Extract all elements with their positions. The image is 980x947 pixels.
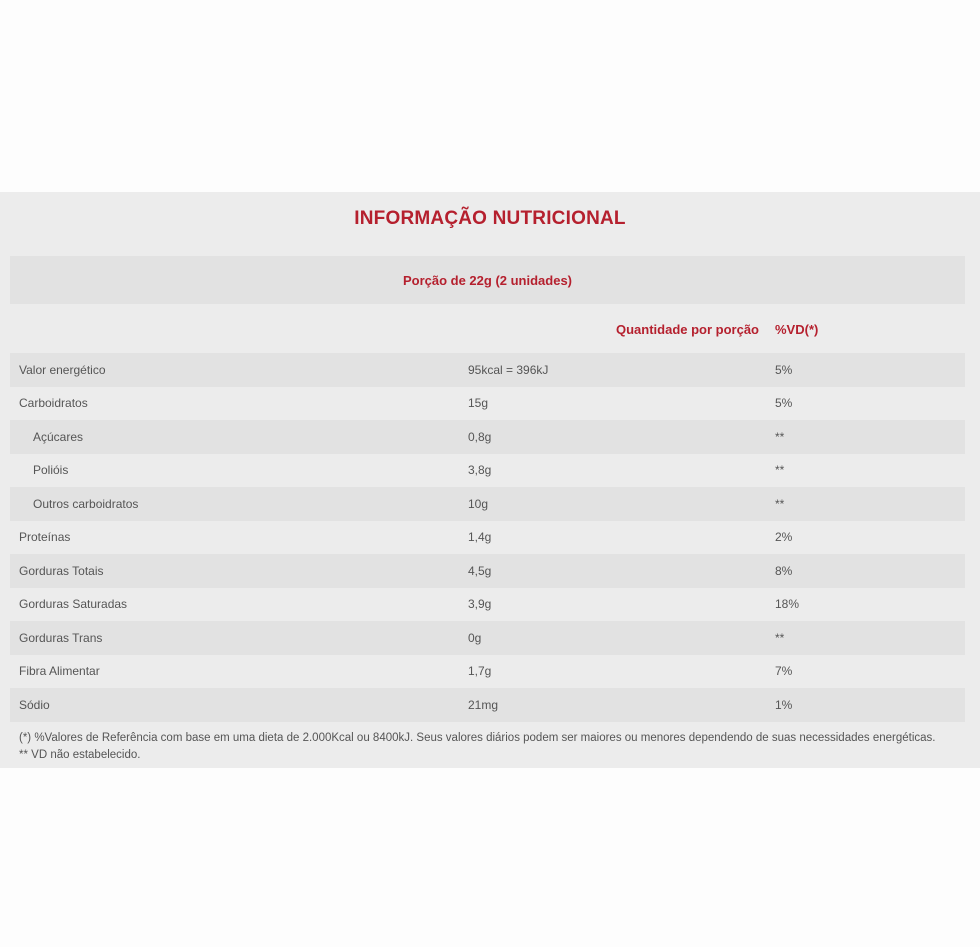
table-header	[10, 318, 965, 342]
table-row	[10, 655, 965, 689]
nutrient-vd: 8%	[775, 563, 793, 578]
header-quantity: Quantidade por porção	[615, 322, 759, 337]
nutrient-name: Sódio	[19, 697, 50, 712]
nutrient-vd: **	[775, 630, 785, 645]
nutrient-name: Gorduras Trans	[19, 630, 103, 645]
nutrient-quantity: 10g	[468, 496, 489, 511]
nutrition-table	[10, 353, 965, 722]
table-row	[10, 554, 965, 588]
nutrient-vd: 2%	[775, 530, 793, 545]
nutrient-vd: 18%	[775, 597, 800, 612]
nutrient-vd: 7%	[775, 664, 793, 679]
table-row	[10, 487, 965, 521]
nutrient-quantity: 3,9g	[468, 597, 492, 612]
table-row	[10, 521, 965, 555]
table-row	[10, 387, 965, 421]
nutrient-name: Polióis	[33, 463, 69, 478]
nutrient-vd: 5%	[775, 362, 793, 377]
nutrient-vd: 1%	[775, 697, 793, 712]
portion-text: Porção de 22g (2 unidades)	[402, 272, 573, 288]
nutrient-quantity: 21mg	[468, 697, 499, 712]
nutrient-name: Proteínas	[19, 530, 71, 545]
nutrient-quantity: 0g	[468, 630, 482, 645]
nutrient-name: Gorduras Totais	[19, 563, 104, 578]
nutrition-panel	[0, 192, 980, 768]
nutrient-quantity: 4,5g	[468, 563, 492, 578]
nutrient-vd: 5%	[775, 396, 793, 411]
table-row	[10, 353, 965, 387]
nutrient-quantity: 0,8g	[468, 429, 492, 444]
table-row	[10, 621, 965, 655]
nutrient-name: Outros carboidratos	[33, 496, 139, 511]
nutrient-vd: **	[775, 429, 785, 444]
nutrient-quantity: 1,7g	[468, 664, 492, 679]
header-vd: %VD(*)	[775, 322, 819, 337]
table-row	[10, 688, 965, 722]
portion-bar	[10, 256, 965, 304]
table-row	[10, 588, 965, 622]
nutrient-name: Valor energético	[19, 362, 106, 377]
table-row	[10, 454, 965, 488]
nutrient-name: Fibra Alimentar	[19, 664, 100, 679]
nutrient-name: Carboidratos	[19, 396, 88, 411]
nutrient-quantity: 1,4g	[468, 530, 492, 545]
nutrient-vd: **	[775, 463, 785, 478]
nutrient-name: Açúcares	[33, 429, 84, 444]
nutrient-quantity: 95kcal = 396kJ	[468, 362, 549, 377]
nutrient-quantity: 15g	[468, 396, 489, 411]
footnote: (*) %Valores de Referência com base em uma dieta de 2.000Kcal ou 8400kJ. Seus valores diários podem ser maiores ou menores dependendo de suas necessidades energéticas. ** VD não estabelecido.	[19, 732, 936, 761]
nutrient-vd: **	[775, 496, 785, 511]
nutrient-quantity: 3,8g	[468, 463, 492, 478]
nutrition-title: INFORMAÇÃO NUTRICIONAL	[354, 208, 626, 229]
nutrient-name: Gorduras Saturadas	[19, 597, 128, 612]
table-row	[10, 420, 965, 454]
